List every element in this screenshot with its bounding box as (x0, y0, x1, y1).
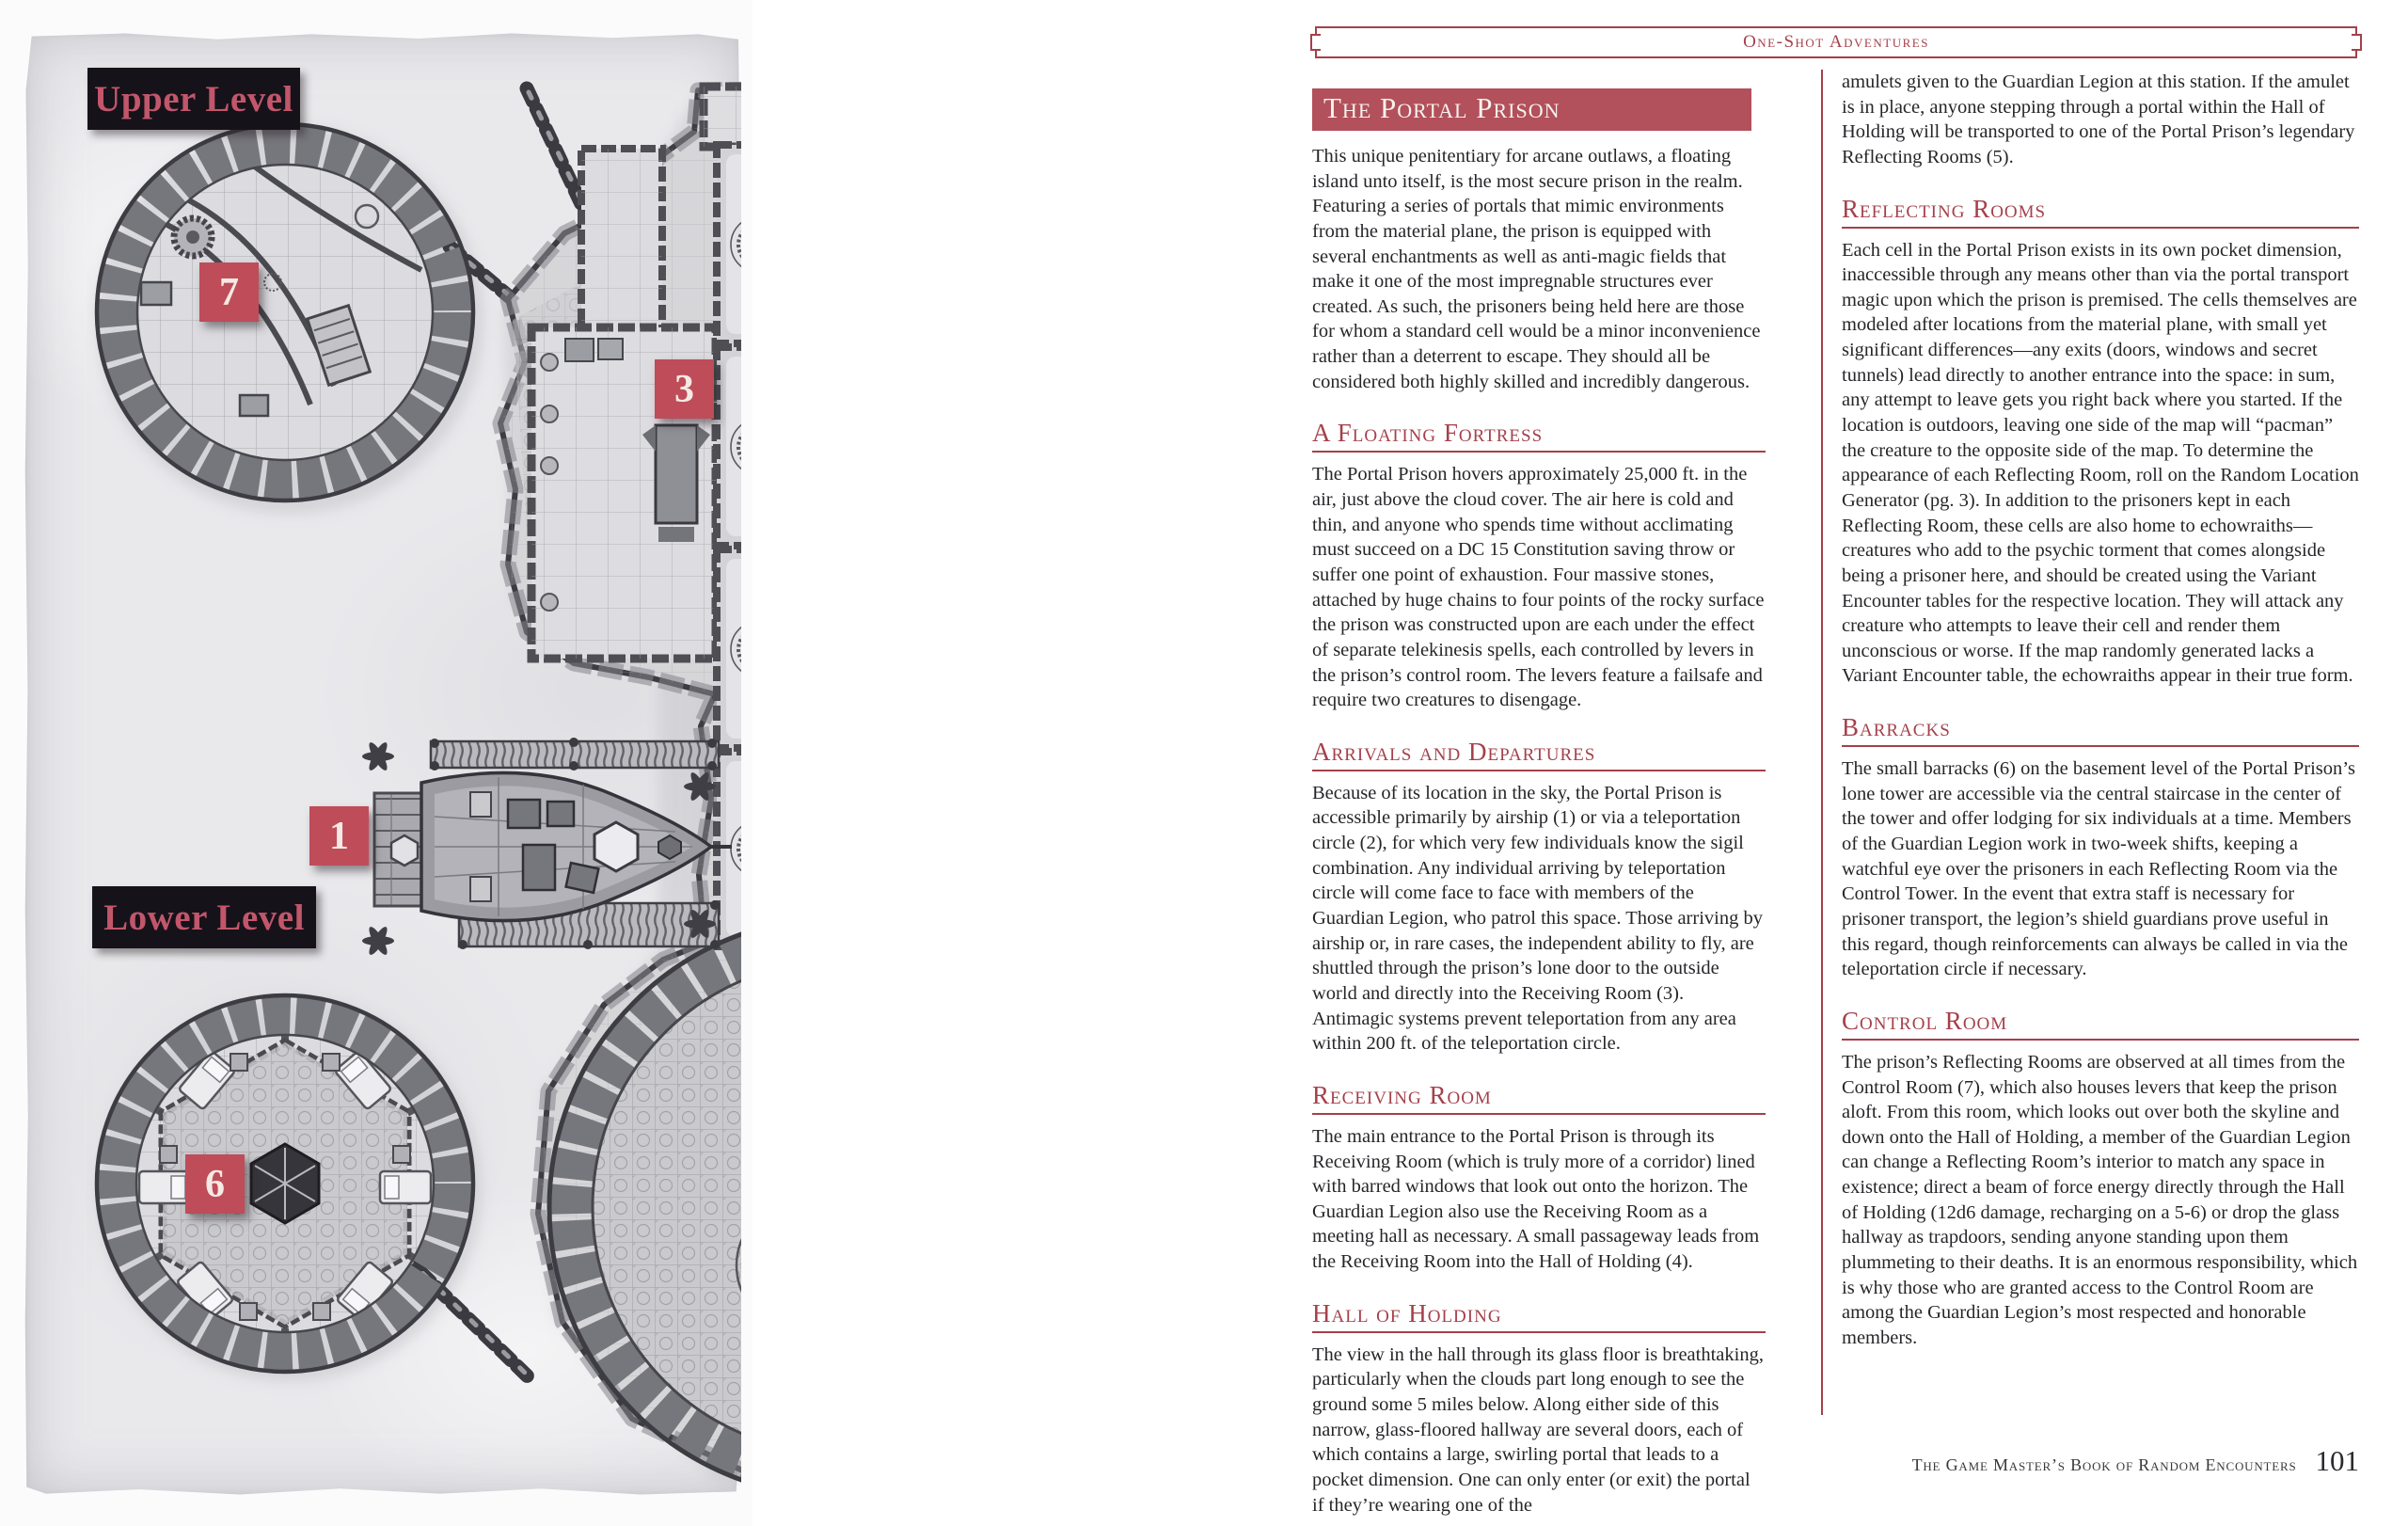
section-body-control-room: The prison’s Reflecting Rooms are observed at all times from the Control Room (7), which also houses levers that keep the prison aloft. From this room, which looks out over both the skyline and down onto the Hall of Holding, a member of the Guardian Legion can change a Reflecting Room’s interior to match any space in existence; direct a beam of force energy directly through the Hall of Holding (12d6 damage, recharging on a 5-6) or drop the glass hallway as trapdoors, sending anyone standing upon them plummeting to their deaths. It is an enormous responsibility, which is why those who are granted access to the Control Room are among the Guardian Legion’s most respected and honorable members. (1842, 1051, 2358, 1348)
footer-page-number: 101 (2315, 1444, 2359, 1477)
map-marker-1: 1 (309, 806, 369, 866)
upper-level-circle (97, 124, 473, 501)
section-body-hall-of-holding: The view in the hall through its glass floor is breathtaking, particularly when the clouds part long enough to see the ground some 5 miles below. Along either side of this narrow, glass-floored hallway are several doors, each of which contains a large, swirling portal that leads to a pocket dimension. One can only enter (or exit) the portal if they’re wearing one of the (1312, 1343, 1764, 1516)
section-body-receiving-room: The main entrance to the Portal Prison is through its Receiving Room (which is truly more of a corridor) lined with barred windows that look out onto the horizon. The Guardian Legion also use the Receiving Room as a meeting hall as necessary. A small passageway leads from the Receiving Room into the Hall of Holding (4). (1312, 1125, 1760, 1273)
reflecting-cells (717, 145, 741, 946)
section-heading-barracks: Barracks (1842, 713, 2359, 747)
section-heading-floating-fortress: A Floating Fortress (1312, 419, 1766, 453)
right-column (1842, 56, 2359, 1357)
page-footer (1842, 1444, 2359, 1478)
portal-prison-map (24, 32, 741, 1496)
section-body-barracks: The small barracks (6) on the basement level of the Portal Prison’s lone tower are accessible via the central staircase in the center of the tower and offer lodging for six individuals at a time. Members of the Guardian Legion work in two-week shifts, keeping a watchful eye over the prisoners in each Reflecting Room via the Control Tower. In the event that extra staff is necessary for prisoner transport, the legion’s shield guardians prove useful in this regard, though reinforcements can always be called in via the teleportation circle if necessary. (1842, 758, 2355, 980)
section-body-arrivals-departures: Because of its location in the sky, the Portal Prison is accessible primarily by airship (1) or via a teleportation circle (2), for which very few individuals know the sigil combination. Any individual arriving by teleportation circle will come face to face with members of the Guardian Legion, who patrol this space. Those arriving by airship or, in rare cases, the independent ability to fly, are shuttled through the prison’s lone door to the outside world and directly into the Receiving Room (3). Antimagic systems prevent teleportation from any area within 200 ft. of the teleportation circle. (1312, 782, 1763, 1055)
section-heading-hall-of-holding: Hall of Holding (1312, 1299, 1766, 1333)
map-marker-6: 6 (185, 1154, 245, 1214)
chapter-banner (1315, 26, 2357, 58)
map-marker-7: 7 (199, 262, 259, 322)
footer-book-title: The Game Master’s Book of Random Encounters (1911, 1455, 2297, 1474)
upper-left-corridor (581, 149, 662, 333)
map-page (0, 0, 752, 1526)
column-divider (1821, 70, 1823, 1415)
section-heading-reflecting-rooms: Reflecting Rooms (1842, 195, 2359, 229)
top-entry-block (704, 87, 741, 151)
map-marker-3: 3 (655, 359, 714, 419)
lower-level-circle (97, 995, 473, 1372)
section-body-reflecting-rooms: Each cell in the Portal Prison exists in its own pocket dimension, inaccessible through any means other than via the portal transport magic upon which the prison is premised. The cells themselves are modeled after locations from the material plane, with small yet significant differences—any exits (doors, windows and secret tunnels) lead directly to another entrance into the space: in sum, any attempt to leave gets you right back where you started. If the location is outdoors, leaving one side of the map will “pacman” the creature to the opposite side of the map. To determine the appearance of each Reflecting Room, roll on the Random Location Generator (pg. 3). In addition to the prisoners kept in each Reflecting Room, these cells are also home to echowraiths—creatures who add to the psychic torment that comes alongside being a prisoner here, and should be created using the Variant Encounter tables for the respective location. They will attack any creature who attempts to leave their cell and render them unconscious or worse. If the map randomly generated lacks a Variant Encounter table, the echowraiths appear in their true form. (1842, 239, 2359, 687)
section-heading-receiving-room: Receiving Room (1312, 1081, 1766, 1115)
section-heading-arrivals-departures: Arrivals and Departures (1312, 738, 1766, 771)
text-page (752, 0, 2408, 1526)
section-body-floating-fortress: The Portal Prison hovers approximately 25,000 ft. in the air, just above the cloud cover. The air here is cold and thin, and anyone who spends time without acclimating must succeed on a DC 15 Constitution saving throw or suffer one point of exhaustion. Four massive stones, attached by huge chains to four points of the rocky surface the prison was constructed upon are each under the effect of separate telekinesis spells, each controlled by levers in the prison’s control room. The levers feature a failsafe and require two creatures to disengage. (1312, 464, 1765, 711)
article-title: The Portal Prison (1312, 88, 1751, 131)
chapter-banner-label: One-Shot Adventures (1743, 32, 1929, 52)
left-column (1312, 56, 1766, 1523)
map-label-lower-level: Lower Level (92, 886, 316, 948)
map-label-upper-level: Upper Level (87, 68, 300, 130)
section-heading-control-room: Control Room (1842, 1007, 2359, 1041)
intro-paragraph: This unique penitentiary for arcane outlaws, a floating island unto itself, is the most secure prison in the realm. Featuring a series of portals that mimic environments from the material plane, the prison is equipped with several enchantments as well as anti-magic fields that make it one of the most impregnable structures ever created. As such, the prisoners being held here are those for whom a standard cell would be a minor inconvenience rather than a deterrent to escape. They should all be considered both highly skilled and incredibly dangerous. (1312, 146, 1761, 392)
continuation-paragraph: amulets given to the Guardian Legion at this station. If the amulet is in place, anyone stepping through a portal within the Hall of Holding will be transported to one of the Portal Prison’s legendary Reflecting Rooms (5). (1842, 72, 2355, 167)
